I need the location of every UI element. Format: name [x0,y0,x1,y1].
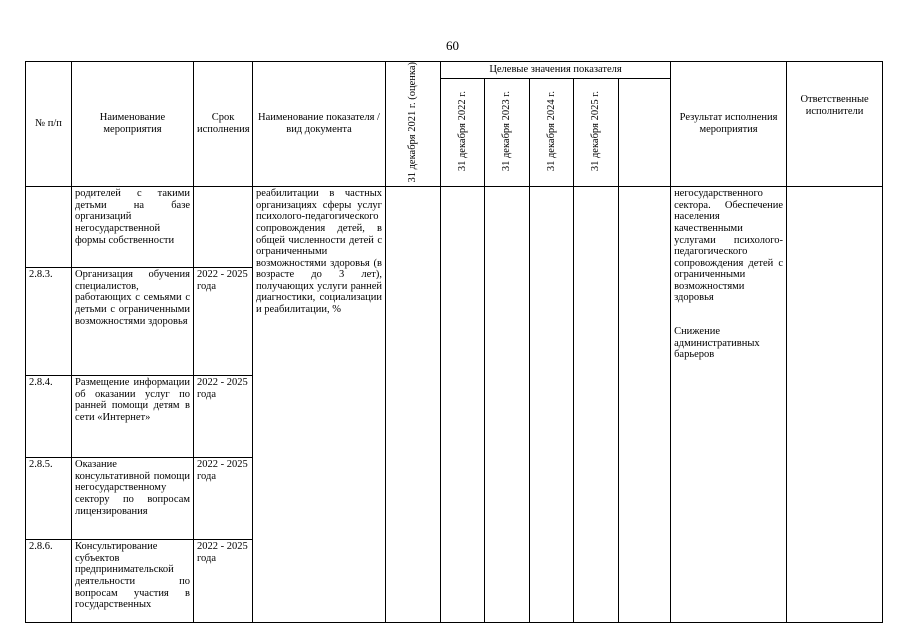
cell-2025b [619,187,671,623]
result-text-2: Снижение административных барьеров [674,326,760,361]
header-2024-label: 31 декабря 2024 г. [545,90,557,171]
cell-event: Консультирование субъектов предпринимательской деятельности по вопросам участия в государственных [72,540,194,623]
header-2025b [619,78,671,186]
cell-2022 [441,187,485,623]
cell-num: 2.8.3. [26,268,72,376]
cell-term: 2022 - 2025 года [194,540,253,623]
header-2023-label: 31 декабря 2023 г. [501,90,513,171]
cell-event-continued: родителей с такими детьми на базе организаций негосударственной формы собственности [72,187,194,268]
table-row [26,187,883,268]
events-table [25,61,883,623]
cell-responsible [787,187,883,623]
cell-term: 2022 - 2025 года [194,376,253,458]
header-event: Наименование мероприятия [72,62,194,187]
cell-result [671,187,787,623]
result-text-1: негосударственного сектора. Обеспечение населения качественными услугами психолого-педагогического сопровождения детей с ограниченными возможностями здоровья [674,188,784,304]
cell-num [26,187,72,268]
page-number: 60 [446,38,459,53]
header-2024 [530,78,574,186]
header-targets: Целевые значения показателя [441,62,671,79]
cell-2025 [574,187,619,623]
cell-indicator: реабилитации в частных организациях сферы услуг психолого-педагогического сопровождения детей, в общей численности детей с ограниченными возможностями здоровья (в возрасте до 3 лет), получающих услуги ранней диагностики, социализации и реабилитации, % [253,187,386,623]
cell-event: Оказание консультативной помощи негосударственному сектору по вопросам лицензирования [72,458,194,540]
header-2022 [441,78,485,186]
header-2021 [386,62,441,187]
cell-2024 [530,187,574,623]
header-row-1 [26,62,883,79]
header-term: Срок исполнения [194,62,253,187]
header-2025-label: 31 декабря 2025 г. [590,90,602,171]
cell-num: 2.8.4. [26,376,72,458]
cell-2021 [386,187,441,623]
header-2025 [574,78,619,186]
header-indicator: Наименование показателя / вид документа [253,62,386,187]
cell-2023 [485,187,530,623]
cell-event: Организация обучения специалистов, работающих с семьями с детьми с ограниченными возможностями здоровья [72,268,194,376]
cell-term: 2022 - 2025 года [194,458,253,540]
cell-event: Размещение информации об оказании услуг по ранней помощи детям в сети «Интернет» [72,376,194,458]
header-responsible: Ответственные исполнители [787,62,883,187]
header-num: № п/п [26,62,72,187]
header-2022-label: 31 декабря 2022 г. [456,90,468,171]
cell-term [194,187,253,268]
cell-term: 2022 - 2025 года [194,268,253,376]
cell-num: 2.8.6. [26,540,72,623]
header-2021-label: 31 декабря 2021 г. (оценка) [407,62,419,183]
header-result: Результат исполнения мероприятия [671,62,787,187]
cell-num: 2.8.5. [26,458,72,540]
header-2023 [485,78,530,186]
